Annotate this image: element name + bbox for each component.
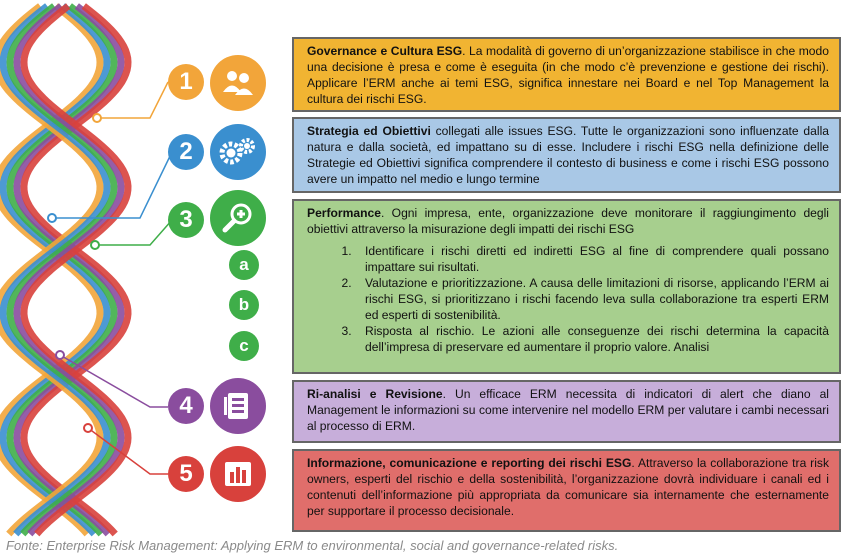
box-revisione [292, 380, 841, 443]
box-governance-title: Governance e Cultura ESG [307, 44, 463, 58]
step-3-number: 3 [168, 202, 204, 238]
substep-b: b [229, 290, 259, 320]
bar-chart-icon [210, 446, 266, 502]
step-1-number: 1 [168, 64, 204, 100]
users-icon [210, 55, 266, 111]
box-performance [292, 199, 841, 374]
performance-list [307, 243, 829, 355]
list-item: 1. Identificare i rischi diretti ed indiretti ESG al fine di comprendere quali possano impattare sui risultati. [355, 243, 829, 275]
list-item: 2. Valutazione e prioritizzazione. A causa delle limitazioni di risorse, applicando l’ERM ai rischi ESG, si prioritizzano i rischi facendo leva sulla collaborazione tra esperti ERM ed esperti di sostenibilità. [355, 275, 829, 323]
list-item: 3. Risposta al rischio. Le azioni alle conseguenze dei rischi determina la capacità dell’impresa di preservare ed aumentare il proprio valore. Analisi [355, 323, 829, 355]
connector-dot-5 [84, 424, 92, 432]
connector-line-2 [52, 152, 172, 218]
magnifier-plus-icon [210, 190, 266, 246]
connector-dot-4 [56, 351, 64, 359]
box-strategia-text: collegati alle issues ESG. Tutte le organizzazioni sono influenzate dalla natura e dalla società, ed impattano su di esse. Includere i rischi ESG nella definizione delle Strategie ed Obiettivi significa comprendere il contesto di business e come i rischi ESG possono avere un impatto nel medio e lungo termine [307, 124, 829, 186]
step-5-number: 5 [168, 456, 204, 492]
gears-icon [210, 124, 266, 180]
connector-line-3 [95, 220, 172, 245]
box-reporting-title: Informazione, comunicazione e reporting dei rischi ESG [307, 456, 632, 470]
connector-dot-3 [91, 241, 99, 249]
substep-a: a [229, 250, 259, 280]
step-2-number: 2 [168, 134, 204, 170]
connector-dot-2 [48, 214, 56, 222]
connector-dot-1 [93, 114, 101, 122]
box-strategia-title: Strategia ed Obiettivi [307, 124, 431, 138]
box-governance-text: . La modalità di governo di un’organizzazione stabilisce in che modo una decisione è presa e come è eseguita (in che modo c’è prevenzione e gestione dei rischi). Applicare l’ERM anche ai temi ESG, significa innestare nei Board e nel Top Management la cultura dei rischi ESG. [307, 44, 829, 106]
substep-c: c [229, 331, 259, 361]
connector-line-4 [60, 355, 168, 407]
box-performance-title: Performance [307, 206, 381, 220]
box-governance [292, 37, 841, 112]
step-4-number: 4 [168, 388, 204, 424]
box-revisione-title: Ri-analisi e Revisione [307, 387, 443, 401]
box-strategia [292, 117, 841, 193]
box-performance-text: . Ogni impresa, ente, organizzazione deve monitorare il raggiungimento degli obiettivi attraverso la misurazione degli impatti dei rischi ESG [307, 206, 829, 236]
connector-line-5 [88, 428, 168, 474]
box-reporting [292, 449, 841, 532]
source-caption: Fonte: Enterprise Risk Management: Applying ERM to environmental, social and governance-related risks. [6, 538, 619, 553]
box-reporting-text: . Attraverso la collaborazione tra risk owners, esperti del rischio e della sostenibilità, l’organizzazione dovrà individuare i canali ed i contenuti dell’informazione più appropriata da comunicare sia internamente che esternamente per supportare il processo decisionale. [307, 456, 829, 518]
document-list-icon [210, 378, 266, 434]
box-revisione-text: . Un efficace ERM necessita di indicatori di alert che diano al Management le informazioni su come intervenire nel modello ERM per valutare i cambi necessari al processo di ERM. [307, 387, 829, 433]
connector-line-1 [97, 82, 168, 118]
